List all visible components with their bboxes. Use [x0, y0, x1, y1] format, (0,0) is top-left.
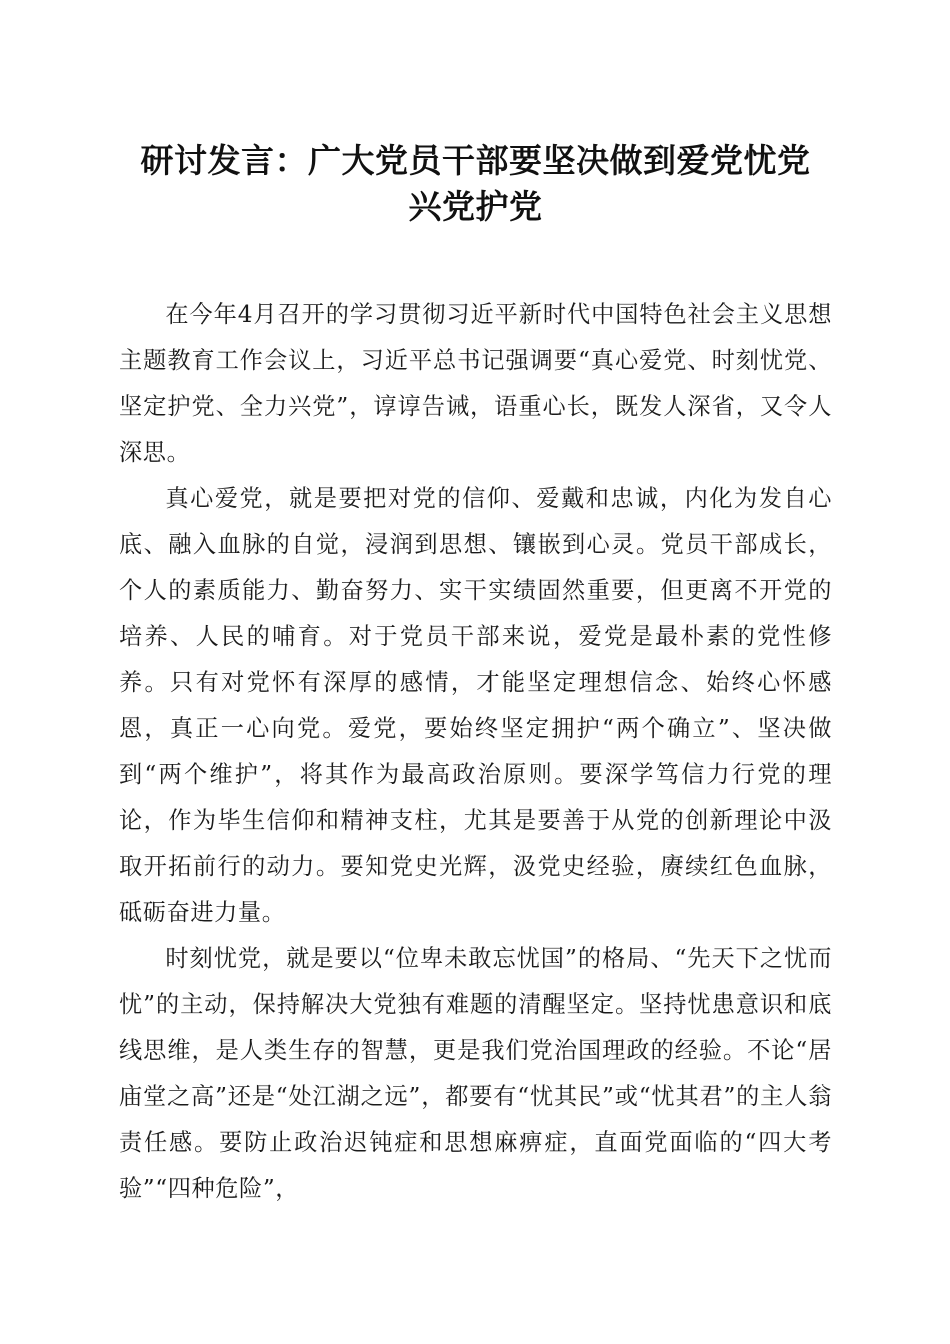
title-line-2: 兴党护党: [408, 187, 543, 226]
paragraph-1: 在今年4月召开的学习贯彻习近平新时代中国特色社会主义思想主题教育工作会议上，习近平总书记强调要“真心爱党、时刻忧党、坚定护党、全力兴党”，谆谆告诫，语重心长，既发人深省，又令人深思。: [119, 301, 832, 466]
document-body: [119, 292, 832, 1212]
paragraph-2: 真心爱党，就是要把对党的信仰、爱戴和忠诚，内化为发自心底、融入血脉的自觉，浸润到思想、镶嵌到心灵。党员干部成长，个人的素质能力、勤奋努力、实干实绩固然重要，但更离不开党的培养、人民的哺育。对于党员干部来说，爱党是最朴素的党性修养。只有对党怀有深厚的感情，才能坚定理想信念、始终心怀感恩，真正一心向党。爱党，要始终坚定拥护“两个确立”、坚决做到“两个维护”，将其作为最高政治原则。要深学笃信力行党的理论，作为毕生信仰和精神支柱，尤其是要善于从党的创新理论中汲取开拓前行的动力。要知党史光辉，汲党史经验，赓续红色血脉，砥砺奋进力量。: [119, 485, 832, 926]
paragraph-3: 时刻忧党，就是要以“位卑未敢忘忧国”的格局、“先天下之忧而忧”的主动，保持解决大党独有难题的清醒坚定。坚持忧患意识和底线思维，是人类生存的智慧，更是我们党治国理政的经验。不论“居庙堂之高”还是“处江湖之远”，都要有“忧其民”或“忧其君”的主人翁责任感。要防止政治迟钝症和思想麻痹症，直面党面临的“四大考验”“四种危险”，: [119, 945, 832, 1202]
document-title: [119, 138, 832, 230]
title-line-1: 研讨发言：广大党员干部要坚决做到爱党忧党: [140, 141, 811, 180]
